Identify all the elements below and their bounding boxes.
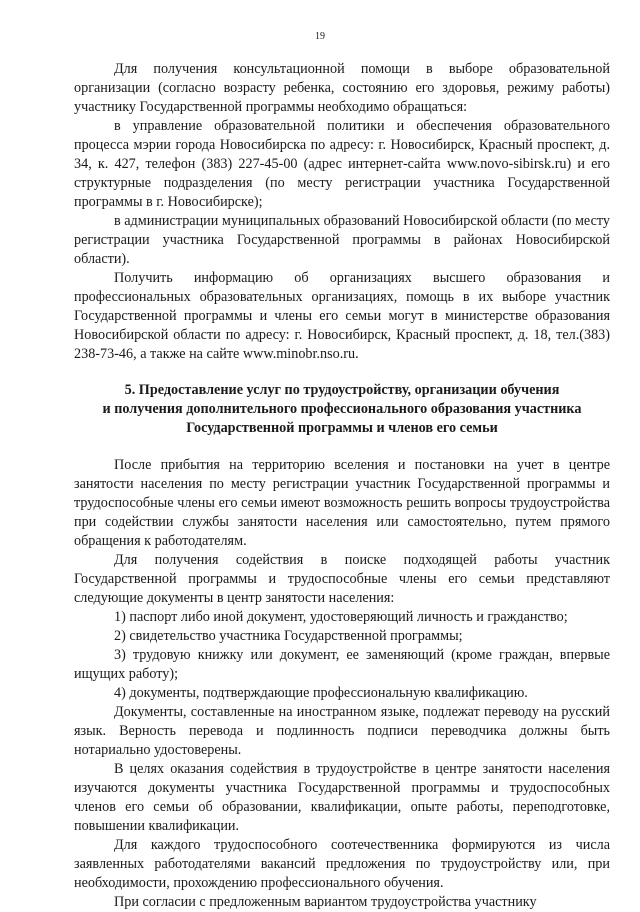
paragraph-document-review: В целях оказания содействия в трудоустройстве в центре занятости населения изучаются документы участника Государственной программы и трудоспособных членов его семьи об образовании, квалификации, опыте работы, переподготовке, повышении квалификации. (74, 761, 610, 834)
section-5-heading (74, 381, 610, 438)
list-item-passport: 1) паспорт либо иной документ, удостоверяющий личность и гражданство; (114, 609, 568, 625)
list-item-work-book: 3) трудовую книжку или документ, ее заменяющий (кроме граждан, впервые ищущих работу); (74, 647, 610, 682)
paragraph-documents-required: Для получения содействия в поиске подходящей работы участник Государственной программы и трудоспособные члены его семьи представляют следующие документы в центр занятости населения: (74, 552, 610, 606)
paragraph-higher-education-info: Получить информацию об организациях высшего образования и профессиональных образовательных организациях, помощь в их выборе участник Государственной программы и члены его семьи могут в министерстве образования Новосибирской области по адресу: г. Новосибирск, Красный проспект, д. 18, тел.(383) 238-73-46, а также на сайте www.minobr.nso.ru. (74, 270, 610, 362)
paragraph-translation: Документы, составленные на иностранном языке, подлежат переводу на русский язык. Верность перевода и подлинность подписи переводчика должны быть нотариально удостоверены. (74, 704, 610, 758)
section-title-line: и получения дополнительного профессионального образования участника (102, 401, 582, 417)
section-title-line: Государственной программы и членов его семьи (186, 420, 498, 436)
paragraph-consultation-intro: Для получения консультационной помощи в выборе образовательной организации (согласно возрасту ребенка, состоянию его здоровья, режиму работы) участнику Государственной программы необходимо обращаться: (74, 61, 610, 115)
paragraph-education-department: в управление образовательной политики и обеспечения образовательного процесса мэрии города Новосибирска по адресу: г. Новосибирск, Красный проспект, д. 34, к. 427, телефон (383) 227-45-00 (адрес интернет-сайта www.novo-sibirsk.ru) и его структурные подразделения (по месту регистрации участника Государственной программы в г. Новосибирске); (74, 118, 610, 210)
paragraph-job-offers: Для каждого трудоспособного соотечественника формируются из числа заявленных работодателями вакансий предложения по трудоустройству или, при необходимости, прохождению профессионального обучения. (74, 837, 610, 891)
paragraph-agreement: При согласии с предложенным вариантом трудоустройства участнику (114, 894, 537, 910)
page-number: 19 (315, 31, 325, 42)
list-item-qualification-docs: 4) документы, подтверждающие профессиональную квалификацию. (114, 685, 528, 701)
paragraph-municipal-administrations: в администрации муниципальных образований Новосибирской области (по месту регистрации участника Государственной программы в районах Новосибирской области). (74, 213, 610, 267)
document-body (74, 60, 610, 912)
list-item-certificate: 2) свидетельство участника Государственной программы; (114, 628, 463, 644)
section-title-line: 5. Предоставление услуг по трудоустройству, организации обучения (124, 382, 560, 398)
paragraph-employment-after-arrival: После прибытия на территорию вселения и постановки на учет в центре занятости населения по месту регистрации участник Государственной программы и трудоспособные члены его семьи имеют возможность решить вопросы трудоустройства при содействии службы занятости населения или самостоятельно, путем прямого обращения к работодателям. (74, 457, 610, 549)
